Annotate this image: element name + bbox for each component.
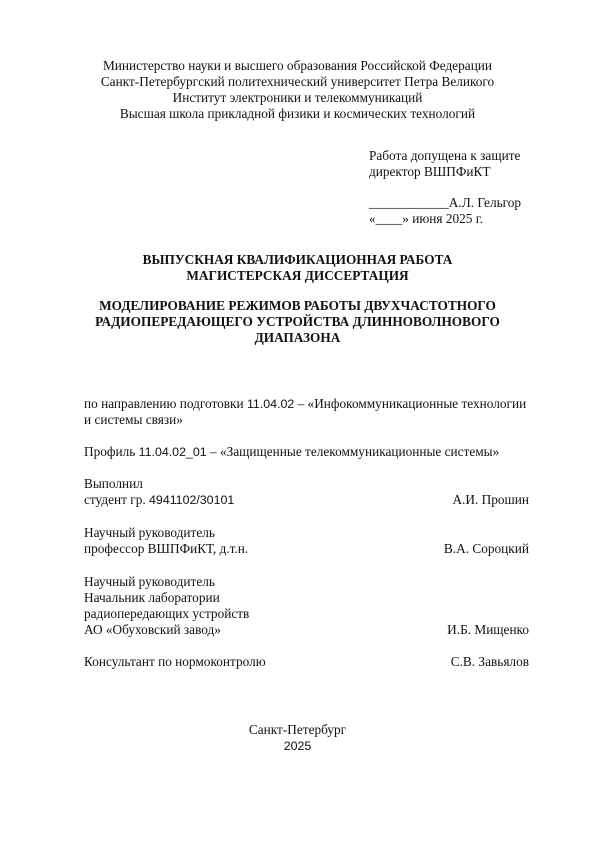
approval-signature: ____________А.Л. Гельгор — [369, 195, 522, 210]
consultant-name: С.В. Завьялов — [450, 654, 529, 669]
profile-line — [84, 444, 499, 460]
profile-text: – «Защищенные телекоммуникационные системы» — [206, 444, 500, 459]
direction-code: 11.04.02 — [246, 397, 295, 411]
topic-line1: МОДЕЛИРОВАНИЕ РЕЖИМОВ РАБОТЫ ДВУХЧАСТОТНОГО — [99, 298, 496, 313]
approval-line: Работа допущена к защите — [369, 148, 521, 163]
supervisor1-name: В.А. Сороцкий — [443, 541, 529, 556]
student-group: 4941102/30101 — [149, 493, 235, 507]
footer-city: Санкт-Петербург — [248, 722, 347, 737]
work-type-line1: ВЫПУСКНАЯ КВАЛИФИКАЦИОННАЯ РАБОТА — [142, 252, 453, 267]
footer-year: 2025 — [283, 739, 312, 753]
supervisor1-label: Научный руководитель — [84, 525, 215, 540]
work-type-line2: МАГИСТЕРСКАЯ ДИССЕРТАЦИЯ — [186, 268, 409, 283]
institute-line: Институт электроники и телекоммуникаций — [172, 90, 423, 105]
direction-line — [84, 396, 526, 412]
performer-label: Выполнил — [84, 476, 143, 491]
university-line: Санкт-Петербургский политехнический университет Петра Великого — [100, 74, 495, 89]
supervisor2-org: АО «Обуховский завод» — [84, 622, 221, 637]
direction-line2: и системы связи» — [84, 412, 183, 427]
supervisor2-position2: радиопередающих устройств — [84, 606, 250, 621]
approval-director: директор ВШПФиКТ — [369, 164, 491, 179]
student-prefix: студент гр. — [84, 492, 150, 507]
supervisor2-name: И.Б. Мищенко — [447, 622, 529, 637]
profile-prefix: Профиль — [84, 444, 139, 459]
direction-prefix: по направлению подготовки — [84, 396, 247, 411]
topic-line2: РАДИОПЕРЕДАЮЩЕГО УСТРОЙСТВА ДЛИННОВОЛНОВОГО — [95, 314, 500, 329]
performer-student — [84, 492, 234, 508]
supervisor2-label: Научный руководитель — [84, 574, 215, 589]
school-line: Высшая школа прикладной физики и космических технологий — [119, 106, 476, 121]
supervisor2-position1: Начальник лаборатории — [84, 590, 220, 605]
profile-code: 11.04.02_01 — [138, 445, 207, 459]
topic-line3: ДИАПАЗОНА — [254, 330, 341, 345]
supervisor1-position: профессор ВШПФиКТ, д.т.н. — [84, 541, 249, 556]
ministry-line: Министерство науки и высшего образования Российской Федерации — [102, 58, 493, 73]
performer-name: А.И. Прошин — [452, 492, 529, 507]
direction-text: – «Инфокоммуникационные технологии — [294, 396, 527, 411]
consultant-label: Консультант по нормоконтролю — [84, 654, 266, 669]
approval-date: «____» июня 2025 г. — [369, 211, 484, 226]
